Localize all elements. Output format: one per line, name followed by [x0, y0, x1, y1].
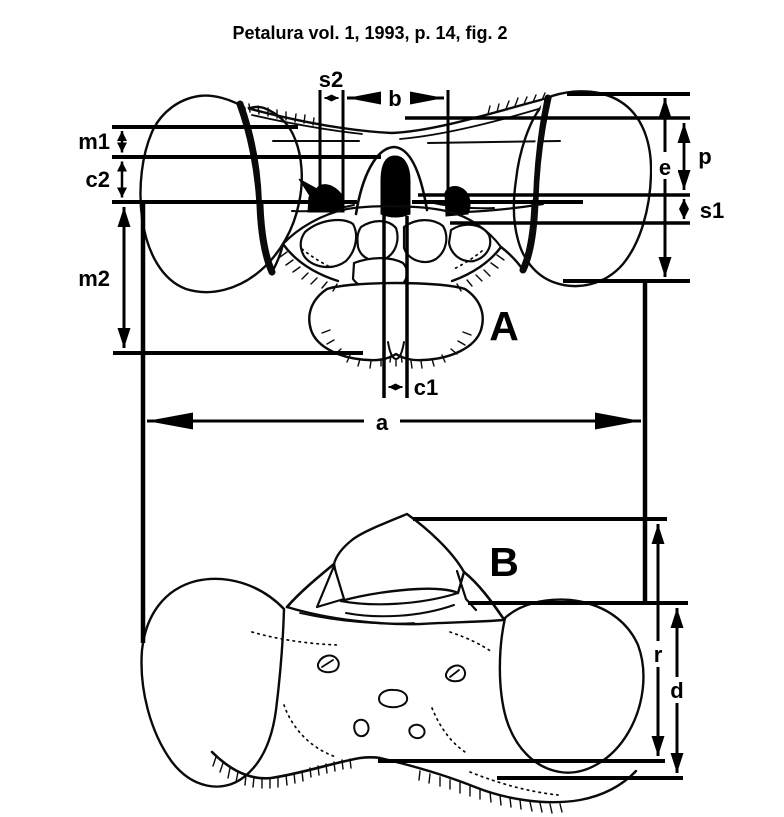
frons-plate-4 [449, 225, 490, 262]
label-m2: m2 [78, 266, 110, 291]
vertex-plate-b [334, 514, 464, 601]
stipple-b-lower-left [284, 705, 336, 757]
band-contour-right [400, 107, 545, 139]
head-a-drawing [140, 91, 651, 368]
label-c2: c2 [85, 167, 110, 192]
panel-label-b: B [489, 539, 519, 585]
label-c1: c1 [413, 375, 439, 400]
label-d: d [670, 678, 684, 703]
label-s2: s2 [318, 67, 344, 92]
frons-plate-2 [357, 221, 397, 261]
spot-oval-middle [379, 690, 407, 707]
label-s1: s1 [699, 198, 725, 223]
stipple-b-bottom [470, 772, 558, 795]
occiput-band-lower [346, 605, 454, 616]
stipple-b-upper-right [450, 632, 492, 652]
label-b: b [388, 86, 402, 111]
panel-label-a: A [489, 303, 519, 349]
eye-left-b [142, 579, 284, 787]
head-b-drawing [142, 514, 644, 813]
spot-oval-small-left [354, 720, 368, 736]
label-a: a [375, 410, 389, 435]
frons-plate-3 [404, 220, 446, 262]
collar-right [501, 247, 523, 270]
labium-lobe [309, 283, 482, 360]
label-r: r [653, 642, 663, 667]
median-ocellus [381, 156, 410, 217]
figure-title: Petalura vol. 1, 1993, p. 14, fig. 2 [232, 23, 508, 43]
stipple-b-lower-right [432, 708, 468, 754]
label-e: e [658, 155, 672, 180]
eye-right-b [500, 600, 644, 773]
label-m1: m1 [78, 129, 110, 154]
frons-plate-1 [301, 220, 356, 267]
spot-oval-small-right [409, 725, 424, 738]
label-p: p [698, 144, 712, 169]
